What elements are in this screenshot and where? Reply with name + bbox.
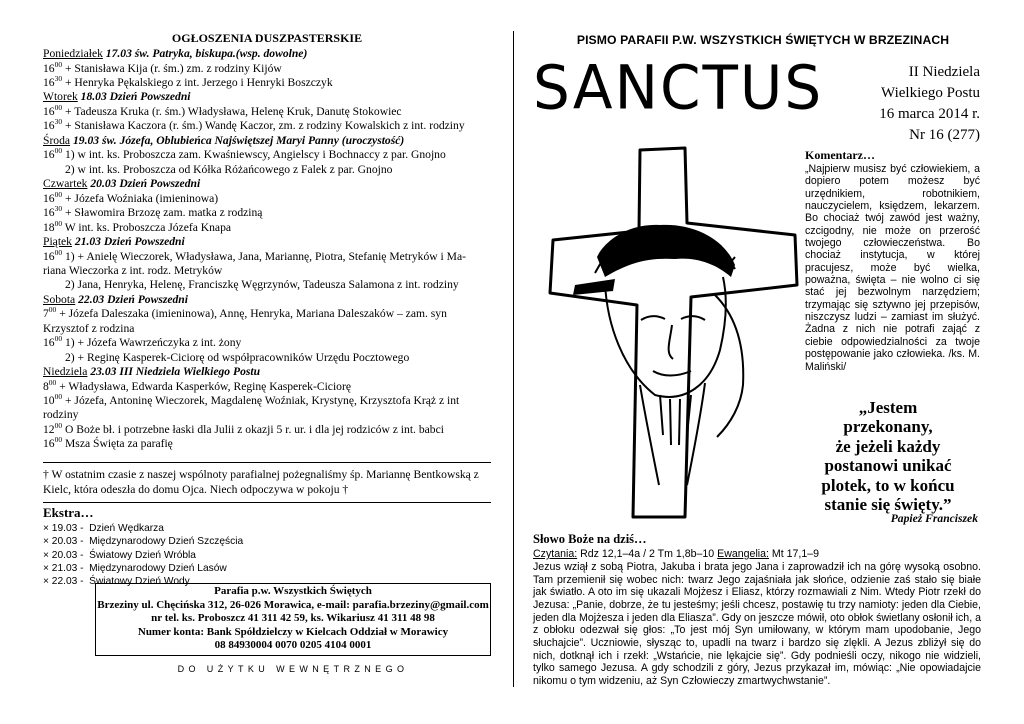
day-name: Sobota <box>43 292 76 306</box>
announcements-days <box>43 47 491 452</box>
contact-line: nr tel. ks. Proboszcz 41 311 42 59, ks. Wikariusz 41 311 48 98 <box>151 612 435 624</box>
intention-text: + Stanisława Kaczora (r. śm.) Wandę Kaczor, zm. z rodziny Kowalskich z int. rodziny <box>62 119 465 133</box>
day-heading <box>43 134 491 149</box>
word-of-god-title: Słowo Boże na dziś… <box>533 532 647 546</box>
mass-intention <box>43 394 491 408</box>
intention-text: 2) Jana, Henryka, Helenę, Franciszkę Węgrzynów, Tadeusza Salamona z int. rodziny <box>65 278 459 292</box>
mass-minute: 00 <box>54 103 63 113</box>
mass-minute: 00 <box>54 189 63 199</box>
mass-hour: 16 <box>43 105 55 118</box>
contact-line: Brzeziny ul. Chęcińska 312, 26-026 Morawica, e-mail: parafia.brzeziny@gmail.com <box>97 598 489 611</box>
mass-minute: 00 <box>54 435 63 445</box>
intention-text: Msza Święta za parafię <box>62 437 173 451</box>
day-heading <box>43 365 491 380</box>
mass-hour: 16 <box>43 61 55 75</box>
mass-minute: 00 <box>54 421 63 431</box>
quote-line: „Jestem <box>858 398 918 417</box>
intention-text: 2) + Reginę Kasperek-Ciciorę od współpracowników Urzędu Pocztowego <box>65 350 410 364</box>
issue-info <box>820 62 980 146</box>
mass-hour: 16 <box>43 148 55 162</box>
intention-text: + Józefa, Antoninę Wieczorek, Magdalenę Woźniak, Krystynę, Krzysztofa Krąż z int <box>62 394 460 408</box>
mass-intention <box>43 307 491 321</box>
extras-item: × 21.03 - Międzynarodowy Dzień Lasów <box>43 562 227 574</box>
mass-intention <box>43 76 491 90</box>
extras-item: × 19.03 - Dzień Wędkarza <box>43 523 164 534</box>
readings-text: Rdz 12,1–4a / 2 Tm 1,8b–10 <box>577 548 718 560</box>
masthead-title: SANCTUS <box>533 52 824 124</box>
parish-header: PISMO PARAFII P.W. WSZYSTKICH ŚWIĘTYCH W BRZEZINACH <box>576 33 950 47</box>
quote-line: stanie się święty.” <box>824 495 952 515</box>
intention-text: W int. ks. Proboszcza Józefa Knapa <box>62 220 232 234</box>
quote-author: Papież Franciszek <box>890 512 978 525</box>
day-name: Poniedziałek <box>43 47 103 60</box>
mass-minute: 00 <box>54 146 63 156</box>
issue-line: II Niedziela <box>908 64 980 80</box>
commentary-title: Komentarz… <box>805 148 875 162</box>
readings-label: Czytania: <box>533 548 578 560</box>
mass-minute: 30 <box>54 74 63 84</box>
pope-quote <box>798 398 978 514</box>
mass-hour: 12 <box>43 422 55 436</box>
mass-intention <box>43 148 491 162</box>
day-feast: 19.03 św. Józefa, Oblubieńca Najświętszej Maryi Panny (uroczystość) <box>72 133 405 147</box>
day-feast: 22.03 Dzień Powszedni <box>78 292 188 306</box>
mass-hour: 18 <box>43 220 55 234</box>
day-heading <box>43 235 491 250</box>
mass-intention <box>43 59 491 76</box>
mass-intention <box>43 163 491 177</box>
day-feast: 20.03 Dzień Powszedni <box>90 177 201 191</box>
extras-item: × 20.03 - Światowy Dzień Wróbla <box>43 549 196 561</box>
intention-text: Krzysztof z rodzina <box>43 321 135 335</box>
mass-hour: 16 <box>43 249 55 263</box>
intention-text: + Henryka Pękalskiego z int. Jerzego i Henryki Boszczyk <box>62 76 333 89</box>
mass-intention <box>43 437 491 451</box>
commentary-text: „Najpierw musisz być człowiekiem, a dopiero potem możesz być urzędnikiem, robotnikiem, nauczycielem, księdzem, lekarzem. Bo chociaż twój zawód jest ważny, czcigodny, nie może on przerość twojego człowieczeństwa. Bo chociaż instytucja, w której pracujesz, może być wielka, poważna, święta – nie wolno ci się stać jej bezwolnym narzędziem; trzymając się sztywno jej przepisów, niszczysz ludzi – zamiast im służyć. Żadna z nich nie potrafi zająć z ciebie odpowiedzialności za twoje postępowanie jako człowieka. /ks. M. Maliński/ <box>805 163 980 373</box>
contact-line: 08 84930004 0070 0205 4104 0001 <box>214 639 372 651</box>
obituary-note: † W ostatnim czasie z naszej wspólnoty parafialnej pożegnaliśmy śp. Mariannę Bentkowską z Kielc, która odeszła do domu Ojca. Niech odpoczywa w pokoju † <box>43 468 479 496</box>
mass-hour: 16 <box>43 119 55 133</box>
intention-text: + Stanisława Kija (r. śm.) zm. z rodziny Kijów <box>62 61 282 75</box>
mass-intention <box>43 247 491 264</box>
extras-item: × 22.03 - Światowy Dzień Wody <box>43 576 190 588</box>
day-heading <box>43 47 491 62</box>
mass-minute: 00 <box>54 218 63 228</box>
parish-contact-box <box>95 583 491 656</box>
quote-line: plotek, to w końcu <box>821 475 955 495</box>
mass-intention <box>43 105 491 119</box>
extras-item: × 20.03 - Międzynarodowy Dzień Szczęścia <box>43 536 244 548</box>
day-heading <box>43 90 491 105</box>
mass-intention <box>43 206 491 220</box>
gospel-label: Ewangelia: <box>717 548 769 560</box>
mass-hour: 10 <box>43 394 55 408</box>
mass-minute: 00 <box>48 377 57 387</box>
intention-text: riana Wieczorka z int. rodz. Metryków <box>43 264 223 278</box>
day-heading <box>43 177 491 192</box>
day-name: Czwartek <box>43 177 88 191</box>
column-divider <box>513 31 514 687</box>
divider-line <box>43 462 491 463</box>
mass-minute: 00 <box>54 247 63 257</box>
day-feast: 17.03 św. Patryka, biskupa.(wsp. dowolne) <box>105 47 308 60</box>
contact-line: Parafia p.w. Wszystkich Świętych <box>214 585 372 597</box>
mass-intention <box>43 322 491 336</box>
mass-intention <box>43 119 491 133</box>
intention-text: O Boże bł. i potrzebne łaski dla Julii z okazji 5 r. ur. i dla jej rodziców z int. babci <box>62 422 444 436</box>
intention-text: + Józefa Daleszaka (imieninowa), Annę, Henryka, Mariana Daleszaków – zam. syn <box>56 307 447 321</box>
mass-hour: 7 <box>43 307 49 321</box>
intention-text: 1) + Anielę Wieczorek, Władysława, Jana, Mariannę, Piotra, Stefanię Metryków i Ma- <box>62 249 466 263</box>
mass-intention <box>43 189 491 206</box>
day-feast: 18.03 Dzień Powszedni <box>80 90 191 104</box>
mass-minute: 00 <box>54 334 63 344</box>
mass-hour: 16 <box>43 206 55 220</box>
quote-line: postanowi unikać <box>824 456 952 476</box>
announcements-column <box>43 31 491 452</box>
intention-text: + Władysława, Edwarda Kasperków, Reginę Kasperek-Ciciorę <box>56 379 351 393</box>
intention-text: + Tadeusza Kruka (r. śm.) Władysława, Helenę Kruk, Danutę Stokowiec <box>62 105 402 118</box>
gospel-text: Jezus wziął z sobą Piotra, Jakuba i brata jego Jana i zaprowadził ich na górę wysoką osobno. Tam przemienił się wobec nich: twarz Jego zajaśniała jak słońce, odzienie zaś stało się białe jak światło. A oto im się ukazali Mojżesz i Eliasz, którzy rozmawiali z Nim. Wtedy Piotr rzekł do Jezusa: „Panie, dobrze, że tu jesteśmy; jeśli chcesz, postawię tu trzy namioty: jeden dla Ciebie, jeden dla Mojżesza i jeden dla Eliasza”. Gdy on jeszcze mówił, oto obłok świetlany osłonił ich, a z obłoku odezwał się głos: „To jest mój Syn umiłowany, w którym mam upodobanie, Jego słuchajcie”. Uczniowie, słysząc to, upadli na twarz i bardzo się zlękli. A Jezus zbliżył się do nich, dotknął ich i rzekł: „Wstańcie, nie lękajcie się”. Gdy podnieśli oczy, nikogo nie widzieli, tylko samego Jezusa. A gdy schodzili z góry, Jezus przykazał im, mówiąc: „Nie opowiadajcie nikomu o tym widzeniu, aż Syn Człowieczy zmartwychwstanie”. <box>533 561 981 687</box>
day-name: Wtorek <box>43 90 78 104</box>
announcements-title: OGŁOSZENIA DUSZPASTERSKIE <box>171 31 363 45</box>
intention-text: 1) w int. ks. Proboszcza zam. Kwaśniewscy, Angielscy i Bochnaccy z par. Gnojno <box>62 148 446 162</box>
mass-hour: 16 <box>43 76 55 89</box>
mass-minute: 00 <box>54 59 63 69</box>
issue-line: 16 marca 2014 r. <box>879 106 980 122</box>
crucifix-illustration <box>545 145 800 520</box>
divider-line <box>43 502 491 503</box>
mass-intention <box>43 278 491 292</box>
mass-minute: 30 <box>54 204 63 214</box>
day-feast: 21.03 Dzień Powszedni <box>74 235 185 249</box>
day-name: Piątek <box>43 235 72 249</box>
mass-hour: 16 <box>43 191 55 205</box>
mass-hour: 8 <box>43 379 49 393</box>
quote-line: że jeżeli każdy <box>835 436 941 456</box>
issue-line: Wielkiego Postu <box>881 85 980 101</box>
day-feast: 23.03 III Niedziela Wielkiego Postu <box>90 365 261 379</box>
mass-intention <box>43 351 491 365</box>
intention-text: 2) w int. ks. Proboszcza od Kółka Różańcowego z Falek z par. Gnojno <box>65 162 393 176</box>
mass-minute: 00 <box>54 392 63 402</box>
quote-line: przekonany, <box>843 417 933 437</box>
mass-intention <box>43 218 491 235</box>
readings-line <box>533 548 819 560</box>
day-name: Niedziela <box>43 365 88 379</box>
day-name: Środa <box>43 133 71 147</box>
intention-text: + Sławomira Brzozę zam. matka z rodziną <box>62 206 263 220</box>
extras-title: Ekstra… <box>43 505 94 520</box>
contact-line: Numer konta: Bank Spółdzielczy w Kielcach Oddział w Morawicy <box>137 625 449 638</box>
gospel-ref: Mt 17,1–9 <box>768 548 820 560</box>
intention-text: + Józefa Woźniaka (imieninowa) <box>62 191 219 205</box>
mass-hour: 16 <box>43 336 55 350</box>
issue-line: Nr 16 (277) <box>909 127 980 143</box>
mass-intention <box>43 264 491 278</box>
mass-minute: 30 <box>54 117 63 127</box>
mass-intention <box>43 336 491 350</box>
mass-hour: 16 <box>43 437 55 451</box>
internal-use-note: DO UŻYTKU WEWNĘTRZNEGO <box>177 664 409 674</box>
intention-text: 1) + Józefa Wawrzeńczyka z int. żony <box>62 336 242 350</box>
day-heading <box>43 293 491 308</box>
mass-minute: 00 <box>48 305 57 315</box>
mass-intention <box>43 408 491 422</box>
mass-intention <box>43 377 491 394</box>
intention-text: rodziny <box>43 408 79 422</box>
mass-intention <box>43 423 491 437</box>
extras-list <box>43 522 243 588</box>
